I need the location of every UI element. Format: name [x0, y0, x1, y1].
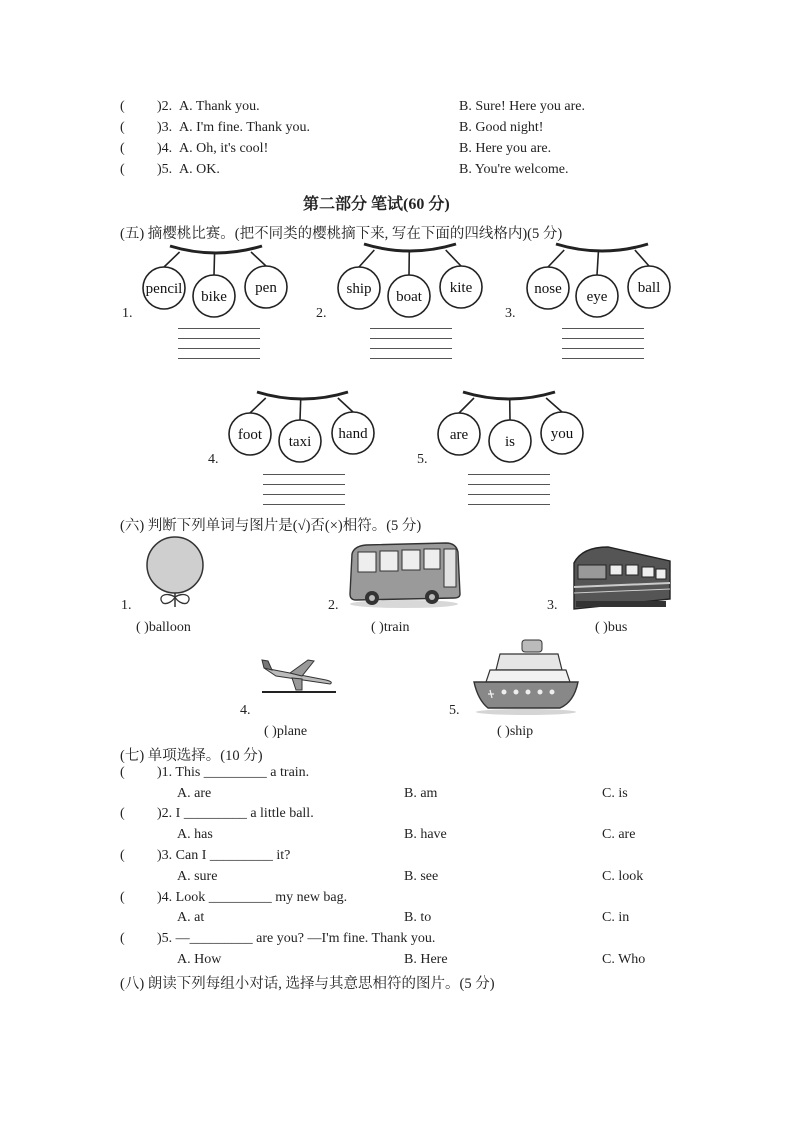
- section5-heading: (五) 摘樱桃比赛。(把不同类的樱桃摘下来, 写在下面的四线格内)(5 分): [120, 226, 563, 242]
- picture-number: 5.: [449, 703, 460, 718]
- picture-number: 2.: [328, 598, 339, 613]
- group-number: 3.: [505, 306, 516, 321]
- picture-number: 3.: [547, 598, 558, 613]
- cherry-word: eye: [586, 289, 608, 305]
- section8-heading: (八) 朗读下列每组小对话, 选择与其意思相符的图片。(5 分): [120, 976, 495, 992]
- option-b: B. Good night!: [459, 120, 544, 135]
- answer-paren: (: [120, 120, 125, 135]
- group-number: 5.: [417, 452, 428, 467]
- choice-c[interactable]: C. in: [602, 910, 630, 925]
- paren-close: ): [157, 99, 162, 114]
- section6-heading: (六) 判断下列单词与图片是(√)否(×)相符。(5 分): [120, 518, 422, 534]
- question-stem: )2. I _________ a little ball.: [157, 806, 314, 821]
- question-stem: )3. Can I _________ it?: [157, 848, 291, 863]
- cherry-stem: [164, 252, 180, 267]
- cherry-branch: [364, 244, 456, 251]
- choice-a[interactable]: A. sure: [177, 869, 218, 884]
- cherry-word: foot: [237, 427, 263, 443]
- cherry-stem: [251, 252, 266, 266]
- choice-b[interactable]: B. Here: [404, 952, 448, 967]
- choice-b[interactable]: B. to: [404, 910, 432, 925]
- answer-paren: (: [120, 765, 125, 780]
- option-a: A. Oh, it's cool!: [179, 141, 269, 156]
- question-stem: )1. This _________ a train.: [157, 765, 310, 780]
- paren-close: ): [157, 141, 162, 156]
- paren-close: ): [157, 162, 162, 177]
- choice-c[interactable]: C. are: [602, 827, 636, 842]
- group-number: 1.: [122, 306, 133, 321]
- cherry-word: you: [550, 426, 574, 442]
- plane-icon: [256, 656, 338, 700]
- judge-item-plane[interactable]: ( )plane: [264, 724, 308, 739]
- choice-a[interactable]: A. at: [177, 910, 205, 925]
- question-stem: )5. —_________ are you? —I'm fine. Thank you.: [157, 931, 436, 946]
- balloon-icon: [145, 535, 210, 610]
- choice-a[interactable]: A. How: [177, 952, 222, 967]
- option-a: A. Thank you.: [179, 99, 260, 114]
- choice-a[interactable]: A. are: [177, 786, 212, 801]
- option-a: A. OK.: [179, 162, 220, 177]
- answer-paren: (: [120, 141, 125, 156]
- ship-icon: [470, 636, 582, 716]
- cherry-stem: [338, 398, 353, 412]
- choice-c[interactable]: C. Who: [602, 952, 646, 967]
- four-line-grid[interactable]: [370, 328, 452, 358]
- group-number: 2.: [316, 306, 327, 321]
- cherry-branch: [556, 244, 648, 251]
- cherry-word: is: [504, 434, 516, 450]
- cherry-word: nose: [534, 281, 562, 297]
- cherry-word: bike: [201, 289, 227, 305]
- item-number: 5.: [161, 162, 173, 177]
- choice-b[interactable]: B. have: [404, 827, 447, 842]
- item-number: 4.: [161, 141, 173, 156]
- cherry-word: boat: [396, 289, 422, 305]
- item-number: 3.: [161, 120, 173, 135]
- cherry-stem: [597, 250, 599, 275]
- option-a: A. I'm fine. Thank you.: [179, 120, 310, 135]
- cherry-branch: [463, 392, 555, 399]
- cherry-word: ball: [637, 280, 661, 296]
- answer-paren: (: [120, 848, 125, 863]
- judge-item-ship[interactable]: ( )ship: [497, 724, 534, 739]
- choice-b[interactable]: B. am: [404, 786, 438, 801]
- four-line-grid[interactable]: [263, 474, 345, 504]
- cherry-stem: [300, 398, 301, 420]
- cherry-word: kite: [449, 280, 473, 296]
- four-line-grid[interactable]: [178, 328, 260, 358]
- cherry-branch: [170, 246, 262, 253]
- cherry-word: ship: [346, 281, 372, 297]
- cherry-word: pencil: [145, 281, 183, 297]
- four-line-grid[interactable]: [562, 328, 644, 358]
- judge-item-train[interactable]: ( )train: [371, 620, 410, 635]
- cherry-word: are: [449, 427, 469, 443]
- cherry-stem: [635, 250, 649, 266]
- cherry-stem: [459, 398, 474, 413]
- answer-paren: (: [120, 99, 125, 114]
- judge-item-balloon[interactable]: ( )balloon: [136, 620, 191, 635]
- cherry-stem: [546, 398, 562, 412]
- cherry-stem: [214, 252, 215, 275]
- option-b: B. Sure! Here you are.: [459, 99, 585, 114]
- picture-number: 4.: [240, 703, 251, 718]
- cherry-word: hand: [338, 426, 368, 442]
- train-icon: [568, 543, 672, 613]
- cherry-branch: [257, 392, 348, 399]
- choice-c[interactable]: C. is: [602, 786, 628, 801]
- part2-title: 第二部分 笔试(60 分): [303, 196, 450, 213]
- paren-close: ): [157, 120, 162, 135]
- cherry-stem: [250, 398, 266, 413]
- choice-b[interactable]: B. see: [404, 869, 439, 884]
- choice-a[interactable]: A. has: [177, 827, 213, 842]
- answer-paren: (: [120, 806, 125, 821]
- answer-paren: (: [120, 890, 125, 905]
- answer-paren: (: [120, 162, 125, 177]
- question-stem: )4. Look _________ my new bag.: [157, 890, 348, 905]
- choice-c[interactable]: C. look: [602, 869, 644, 884]
- answer-paren: (: [120, 931, 125, 946]
- bus-icon: [346, 540, 462, 610]
- judge-item-bus[interactable]: ( )bus: [595, 620, 628, 635]
- cherry-stem: [359, 250, 374, 267]
- option-b: B. Here you are.: [459, 141, 552, 156]
- picture-number: 1.: [121, 598, 132, 613]
- cherry-word: taxi: [288, 434, 312, 450]
- cherry-word: pen: [255, 280, 277, 296]
- section7-heading: (七) 单项选择。(10 分): [120, 748, 263, 764]
- cherry-stem: [548, 250, 564, 267]
- group-number: 4.: [208, 452, 219, 467]
- four-line-grid[interactable]: [468, 474, 550, 504]
- option-b: B. You're welcome.: [459, 162, 569, 177]
- cherry-stem: [446, 250, 461, 266]
- item-number: 2.: [161, 99, 173, 114]
